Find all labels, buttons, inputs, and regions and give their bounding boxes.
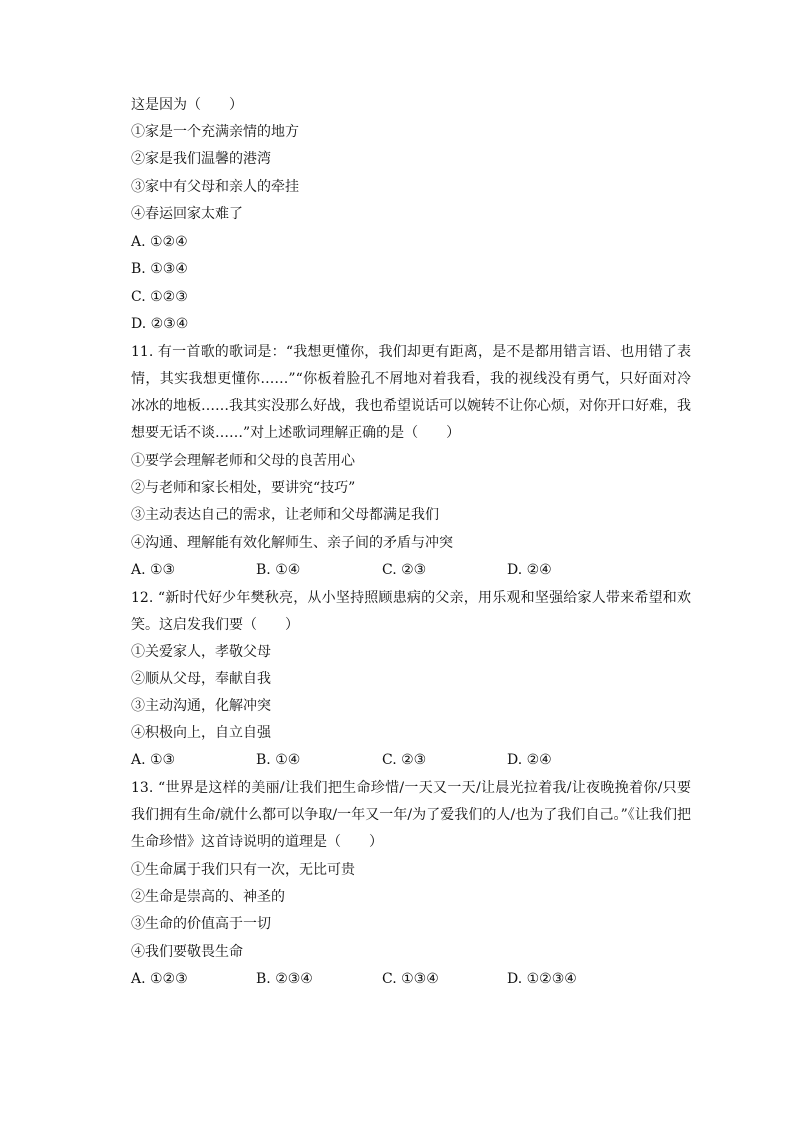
q13-options bbox=[131, 970, 691, 988]
q10-stem: 这是因为（ ） bbox=[131, 97, 243, 113]
q10-option-d: D. ②③④ bbox=[131, 316, 189, 332]
q10-option-c: C. ①②③ bbox=[131, 289, 188, 305]
q10-option-b: B. ①③④ bbox=[131, 261, 188, 277]
q13-option-c: C. ①③④ bbox=[382, 971, 439, 987]
q10-option-a: A. ①②④ bbox=[131, 234, 188, 250]
q13-item-1: ①生命属于我们只有一次，无比可贵 bbox=[131, 862, 355, 878]
q12-options bbox=[131, 751, 691, 769]
q11-option-a: A. ①③ bbox=[131, 562, 176, 578]
q12-item-3: ③主动沟通，化解冲突 bbox=[131, 698, 271, 714]
q12-option-b: B. ①④ bbox=[256, 752, 301, 768]
q13-option-b: B. ②③④ bbox=[256, 971, 313, 987]
q13-option-d: D. ①②③④ bbox=[507, 971, 577, 987]
q13-stem: 13. “世界是这样的美丽/让我们把生命珍惜/一天又一天/让晨光拉着我/让夜晚挽着你/只要我们拥有生命/就什么都可以争取/一年又一年/为了爱我们的人/也为了我们自己。”《让我们把生命珍惜》这首诗说明的道理是（ ） bbox=[131, 780, 691, 850]
q13-option-a: A. ①②③ bbox=[131, 971, 188, 987]
q11-option-c: C. ②③ bbox=[382, 562, 427, 578]
q12-option-c: C. ②③ bbox=[382, 752, 427, 768]
q11-options bbox=[131, 561, 691, 579]
q11-option-b: B. ①④ bbox=[256, 562, 301, 578]
q11-option-d: D. ②④ bbox=[507, 562, 552, 578]
q13-item-4: ④我们要敬畏生命 bbox=[131, 944, 243, 960]
q11-item-1: ①要学会理解老师和父母的良苦用心 bbox=[131, 453, 355, 469]
q13-item-3: ③生命的价值高于一切 bbox=[131, 916, 271, 932]
q10-item-1: ①家是一个充满亲情的地方 bbox=[131, 124, 299, 140]
q12-stem: 12. “新时代好少年樊秋亮，从小坚持照顾患病的父亲，用乐观和坚强给家人带来希望和欢笑。这启发我们要（ ） bbox=[131, 590, 691, 633]
q13-item-2: ②生命是崇高的、神圣的 bbox=[131, 889, 285, 905]
q11-item-4: ④沟通、理解能有效化解师生、亲子间的矛盾与冲突 bbox=[131, 535, 453, 551]
q10-item-3: ③家中有父母和亲人的牵挂 bbox=[131, 179, 299, 195]
q10-item-4: ④春运回家太难了 bbox=[131, 206, 243, 222]
q12-item-2: ②顺从父母，奉献自我 bbox=[131, 671, 271, 687]
q12-option-a: A. ①③ bbox=[131, 752, 176, 768]
q12-option-d: D. ②④ bbox=[507, 752, 552, 768]
q11-stem: 11. 有一首歌的歌词是：“我想更懂你，我们却更有距离，是不是都用错言语、也用错了表情，其实我想更懂你……”“你板着脸孔不屑地对着我看，我的视线没有勇气，只好面对冷冰冰的地板……我其实没那么好战，我也希望说话可以婉转不让你心烦，对你开口好难，我想要无话不谈……”对上述歌词理解正确的是（ ） bbox=[131, 344, 691, 441]
q11-item-3: ③主动表达自己的需求，让老师和父母都满足我们 bbox=[131, 507, 439, 523]
q12-item-4: ④积极向上，自立自强 bbox=[131, 725, 271, 741]
q10-item-2: ②家是我们温馨的港湾 bbox=[131, 151, 271, 167]
q11-item-2: ②与老师和家长相处，要讲究“技巧” bbox=[131, 480, 356, 496]
q12-item-1: ①关爱家人，孝敬父母 bbox=[131, 644, 271, 660]
